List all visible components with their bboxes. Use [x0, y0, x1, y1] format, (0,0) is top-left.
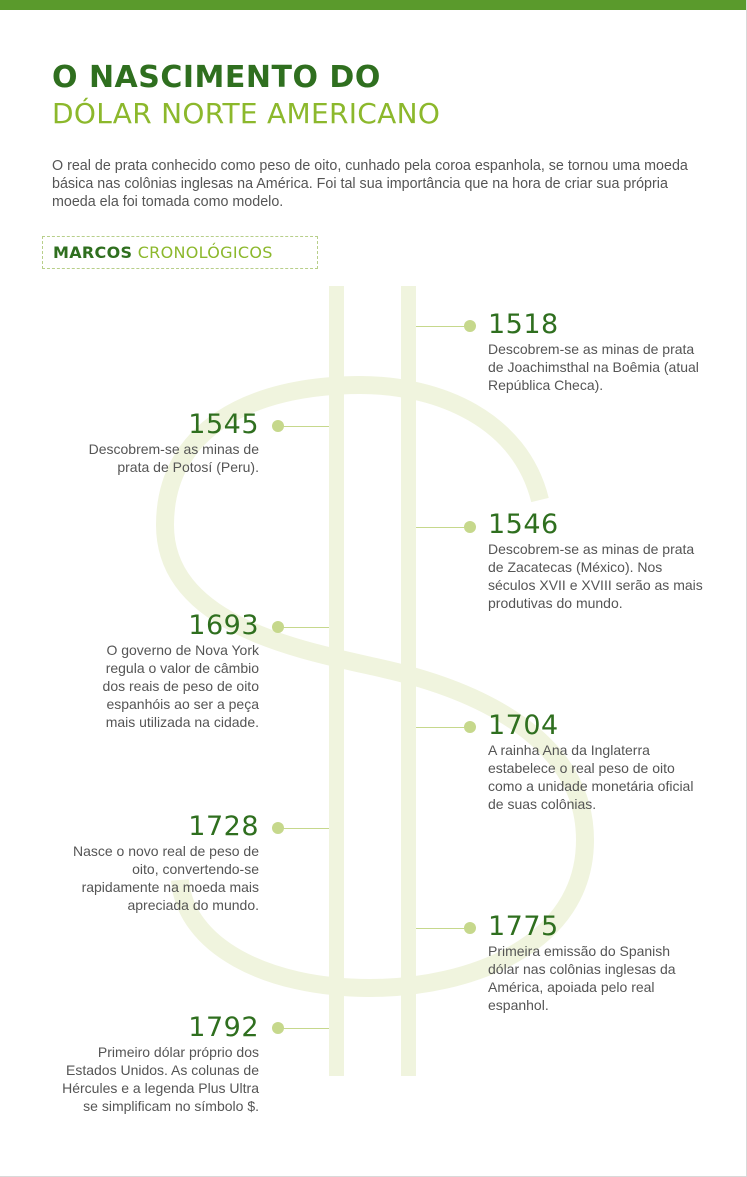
timeline-dot: [464, 320, 476, 332]
section-heading-part2: CRONOLÓGICOS: [137, 243, 273, 262]
timeline-dot: [464, 922, 476, 934]
timeline-connector: [282, 627, 329, 628]
page-subtitle: DÓLAR NORTE AMERICANO: [52, 97, 441, 130]
timeline-entry-1693: [89, 611, 259, 731]
timeline-entry-1728: [59, 812, 259, 914]
timeline-entry-1704: [488, 711, 708, 813]
intro-paragraph: O real de prata conhecido como peso de oito, cunhado pela coroa espanhola, se tornou uma moeda básica nas colônias inglesas na América. Foi tal sua importância que na hora de criar sua própria moeda ela foi tomada como modelo.: [52, 158, 688, 210]
page-title: O NASCIMENTO DO: [52, 60, 381, 95]
section-heading-part1: MARCOS: [53, 243, 133, 262]
timeline-description: Descobrem-se as minas de prata de Joachimsthal na Boêmia (atual República Checa).: [488, 341, 699, 393]
timeline-year: 1704: [488, 710, 559, 741]
timeline-year: 1545: [188, 409, 259, 440]
timeline-description: Descobrem-se as minas de prata de Potosí (Peru).: [88, 441, 259, 475]
timeline-entry-1546: [488, 510, 703, 612]
timeline-description: A rainha Ana da Inglaterra estabelece o real peso de oito como a unidade monetária oficial de suas colônias.: [488, 742, 694, 812]
timeline-entry-1518: [488, 310, 708, 394]
dollar-pillar-left: [329, 286, 344, 1076]
timeline-year: 1693: [188, 610, 259, 641]
timeline-description: Primeira emissão do Spanish dólar nas colônias inglesas da América, apoiada pelo real espanhol.: [488, 943, 676, 1013]
timeline-description: Nasce o novo real de peso de oito, convertendo-se rapidamente na moeda mais apreciada do mundo.: [72, 843, 259, 913]
timeline-connector: [416, 928, 466, 929]
timeline-connector: [282, 426, 329, 427]
timeline-dot: [272, 621, 284, 633]
timeline-entry-1545: [59, 410, 259, 476]
timeline-dot: [272, 822, 284, 834]
timeline-connector: [282, 828, 329, 829]
timeline-dot: [464, 521, 476, 533]
timeline-connector: [416, 527, 466, 528]
timeline-year: 1728: [188, 811, 259, 842]
timeline-connector: [416, 326, 466, 327]
timeline-description: Descobrem-se as minas de prata de Zacatecas (México). Nos séculos XVII e XVIII serão as mais produtivas do mundo.: [488, 541, 703, 611]
timeline-dot: [272, 1022, 284, 1034]
timeline-entry-1775: [488, 912, 688, 1014]
timeline-dot: [464, 721, 476, 733]
timeline-description: O governo de Nova York regula o valor de câmbio dos reais de peso de oito espanhóis ao ser a peça mais utilizada na cidade.: [102, 642, 259, 730]
timeline-year: 1775: [488, 911, 559, 942]
timeline-year: 1792: [188, 1012, 259, 1043]
timeline-dot: [272, 420, 284, 432]
timeline-description: Primeiro dólar próprio dos Estados Unidos. As colunas de Hércules e a legenda Plus Ultra se simplificam no símbolo $.: [62, 1044, 259, 1114]
timeline-connector: [416, 727, 466, 728]
timeline-year: 1518: [488, 309, 559, 340]
timeline-connector: [282, 1028, 329, 1029]
timeline-entry-1792: [59, 1013, 259, 1115]
timeline-year: 1546: [488, 509, 559, 540]
